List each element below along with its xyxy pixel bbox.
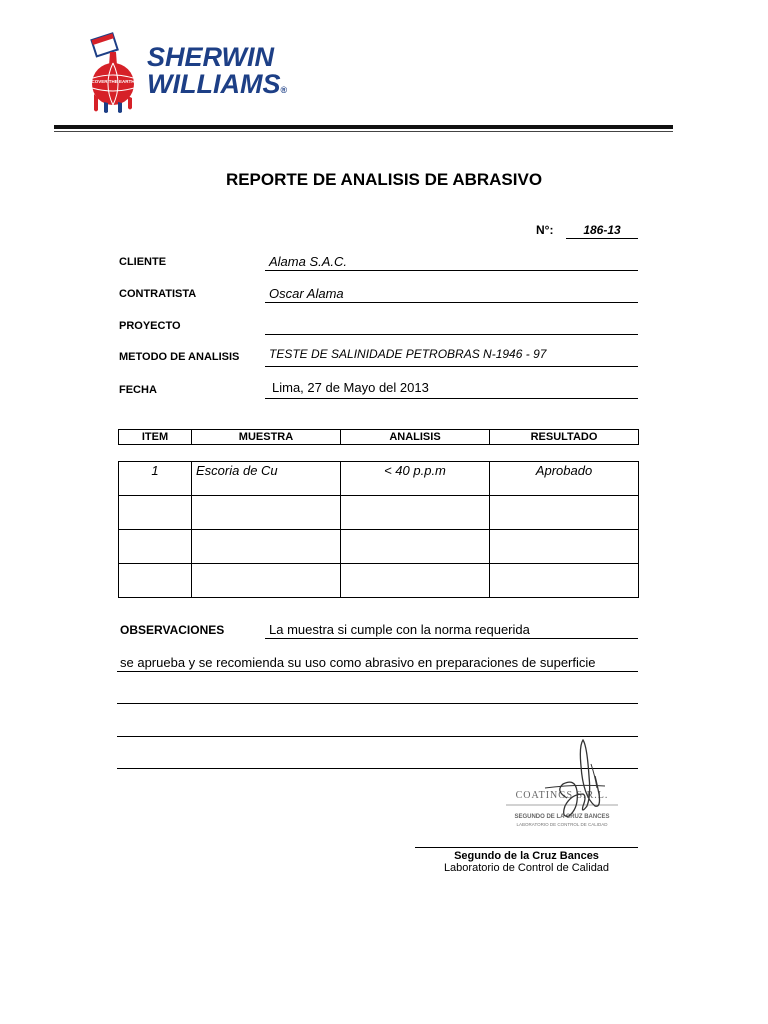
observaciones-line-1: La muestra si cumple con la norma requerida xyxy=(269,622,530,637)
logo-slogan: COVER THE EARTH xyxy=(91,79,135,84)
observaciones-underline-2 xyxy=(117,671,638,672)
proyecto-underline xyxy=(265,334,638,335)
table-cell-analisis xyxy=(341,564,490,598)
table-cell-resultado xyxy=(490,564,639,598)
results-table-header xyxy=(118,429,639,445)
observaciones-label: OBSERVACIONES xyxy=(120,623,225,637)
report-number-value: 186-13 xyxy=(566,223,638,239)
observaciones-underline-1 xyxy=(265,638,638,639)
brand-line-2 xyxy=(147,71,287,104)
stamp-name: SEGUNDO DE LA CRUZ BANCES xyxy=(514,814,610,820)
fecha-underline xyxy=(265,398,638,399)
cliente-value: Alama S.A.C. xyxy=(269,254,348,269)
contratista-value: Oscar Alama xyxy=(269,286,344,301)
table-cell-muestra xyxy=(192,530,341,564)
column-header-item: ITEM xyxy=(119,430,192,445)
table-cell-resultado xyxy=(490,530,639,564)
stamp-role: LABORATORIO DE CONTROL DE CALIDAD xyxy=(516,822,608,827)
metodo-value: TESTE DE SALINIDADE PETROBRAS N-1946 - 97 xyxy=(269,347,547,361)
sherwin-williams-logo-icon xyxy=(84,32,144,114)
table-cell-muestra xyxy=(192,564,341,598)
table-cell-muestra xyxy=(192,496,341,530)
contratista-label: CONTRATISTA xyxy=(119,288,197,300)
table-cell-resultado: Aprobado xyxy=(490,462,639,496)
results-table xyxy=(118,461,639,598)
table-row xyxy=(119,496,639,530)
report-number-label: N°: xyxy=(536,223,554,237)
cliente-underline xyxy=(265,270,638,271)
report-title: REPORTE DE ANALISIS DE ABRASIVO xyxy=(225,170,543,189)
signature-line xyxy=(415,847,638,848)
signatory-name: Segundo de la Cruz Bances xyxy=(454,850,599,862)
table-cell-item xyxy=(119,496,192,530)
observaciones-line-2: se aprueba y se recomienda su uso como abrasivo en preparaciones de superficie xyxy=(120,655,596,670)
table-cell-analisis xyxy=(341,530,490,564)
table-cell-analisis: < 40 p.p.m xyxy=(341,462,490,496)
table-cell-item: 1 xyxy=(119,462,192,496)
brand-line-2-text: WILLIAMS xyxy=(147,69,281,99)
fecha-label: FECHA xyxy=(119,384,157,396)
table-cell-resultado xyxy=(490,496,639,530)
table-cell-item xyxy=(119,564,192,598)
header-divider-thin xyxy=(54,131,673,132)
table-cell-analisis xyxy=(341,496,490,530)
table-cell-item xyxy=(119,530,192,564)
table-row xyxy=(119,462,639,496)
table-cell-muestra: Escoria de Cu xyxy=(192,462,341,496)
header-divider xyxy=(54,125,673,129)
column-header-resultado: RESULTADO xyxy=(490,430,639,445)
signatory-role: Laboratorio de Control de Calidad xyxy=(443,862,610,874)
column-header-muestra: MUESTRA xyxy=(192,430,341,445)
handwritten-signature-icon xyxy=(525,736,625,836)
observaciones-underline-3 xyxy=(117,703,638,704)
brand-line-1: SHERWIN xyxy=(147,42,275,72)
metodo-underline xyxy=(265,366,638,367)
column-header-analisis: ANALISIS xyxy=(341,430,490,445)
table-row xyxy=(119,564,639,598)
contratista-underline xyxy=(265,302,638,303)
cliente-label: CLIENTE xyxy=(119,256,167,268)
proyecto-label: PROYECTO xyxy=(119,320,181,332)
fecha-value: Lima, 27 de Mayo del 2013 xyxy=(272,380,429,395)
registered-mark: ® xyxy=(280,85,288,95)
table-row xyxy=(119,530,639,564)
metodo-label: METODO DE ANALISIS xyxy=(119,351,240,363)
stamp-company: COATINGS S.R.L. xyxy=(515,790,609,801)
